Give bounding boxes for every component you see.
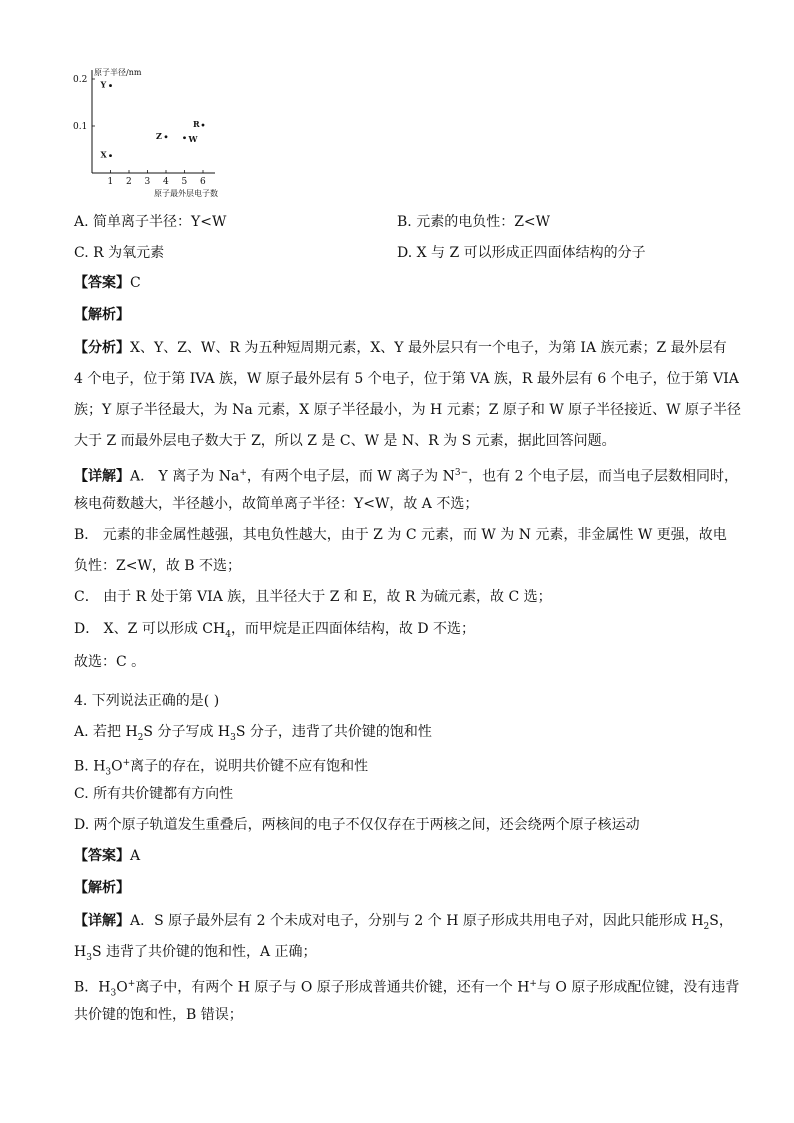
y-tick-label: 0.1 — [73, 122, 88, 132]
data-point-z — [165, 135, 168, 138]
q4-option-d: D. 两个原子轨道发生重叠后，两核间的电子不仅仅存在于两核之间，还会绕两个原子核运动 — [74, 817, 640, 833]
subscript: 2 — [137, 732, 144, 743]
point-label-x: X — [100, 149, 107, 160]
subscript: 2 — [703, 921, 710, 932]
y-tick-label: 0.2 — [73, 75, 88, 85]
subscript: 4 — [225, 629, 231, 640]
q3-conclusion: 故选：C 。 — [74, 654, 146, 670]
answer-value: C — [130, 275, 141, 291]
q3-analysis-line-3: 族；Y 原子半径最大，为 Na 元素，X 原子半径最小，为 H 元素；Z 原子和 W 原子半径接近、W 原子半径 — [74, 402, 742, 418]
text: S 违背了共价键的饱和性，A 正确； — [91, 944, 317, 960]
q4-answer — [74, 846, 140, 866]
data-point-x — [109, 154, 112, 157]
q4-option-a — [74, 722, 432, 748]
q3-option-c: C. R 为氧元素 — [74, 245, 165, 261]
text: A．S 原子最外层有 2 个未成对电子，分别与 2 个 H 原子形成共用电子对，因此只能形成 H — [130, 913, 704, 929]
q3-detail-c: C． 由于 R 处于第 VIA 族，且半径大于 Z 和 E，故 R 为硫元素，故 C 选； — [74, 589, 552, 605]
q4-detail-3 — [74, 974, 739, 1003]
superscript: + — [239, 468, 247, 478]
subscript: 3 — [110, 988, 117, 999]
q3-analysis-label: 【解析】 — [74, 307, 130, 323]
text: O — [111, 758, 123, 775]
detail-label: 【详解】 — [74, 913, 130, 929]
q4-stem: 4. 下列说法正确的是( ) — [74, 693, 220, 709]
q3-option-a: A. 简单离子半径：Y<W — [74, 214, 227, 230]
text: A. 若把 H — [74, 724, 138, 740]
text: A． Y 离子为 Na — [130, 468, 240, 485]
q4-analysis-label: 【解析】 — [74, 880, 130, 896]
text: S 分子写成 H — [143, 724, 231, 740]
text: 与 O 原子形成配位键，没有违背 — [536, 979, 740, 996]
q3-analysis-line-1 — [74, 338, 727, 358]
q3-option-b: B. 元素的电负性：Z<W — [397, 214, 551, 230]
text: H — [74, 944, 87, 960]
point-label-z: Z — [156, 130, 162, 141]
q3-option-d: D. X 与 Z 可以形成正四面体结构的分子 — [397, 245, 646, 261]
point-label-w: W — [188, 133, 198, 144]
analysis-text: X、Y、Z、W、R 为五种短周期元素，X、Y 最外层只有一个电子，为第 IA 族元素；Z 最外层有 — [130, 340, 727, 356]
answer-value: A — [130, 848, 141, 864]
superscript: + — [529, 979, 537, 989]
q3-analysis-line-2: 4 个电子，位于第 IVA 族，W 原子最外层有 5 个电子，位于第 VA 族，R 最外层有 6 个电子，位于第 VIA — [74, 371, 739, 387]
x-tick-label: 1 — [107, 177, 114, 187]
text: 离子的存在，说明共价键不应有饱和性 — [130, 758, 369, 775]
q4-option-c: C. 所有共价键都有方向性 — [74, 786, 234, 802]
atomic-radius-chart — [70, 62, 270, 202]
data-point-w — [183, 136, 186, 139]
text: S， — [709, 913, 733, 929]
x-tick-label: 2 — [126, 177, 132, 187]
superscript: 3− — [454, 468, 469, 478]
q3-analysis-line-4: 大于 Z 而最外层电子数大于 Z，所以 Z 是 C、W 是 N、R 为 S 元素，据此回答问题。 — [74, 433, 616, 449]
answer-label: 【答案】 — [74, 275, 130, 291]
detail-label: 【详解】 — [74, 468, 130, 485]
q3-detail-a-2: 核电荷数越大，半径越小，故简单离子半径：Y<W，故 A 不选； — [74, 496, 479, 512]
data-point-r — [202, 124, 205, 127]
q3-detail-b-1: B． 元素的非金属性越强，其电负性越大，由于 Z 为 C 元素，而 W 为 N 元素，非金属性 W 更强，故电 — [74, 527, 727, 543]
q3-answer — [74, 273, 141, 293]
fenxi-label: 【分析】 — [74, 340, 130, 356]
x-axis-label: 原子最外层电子数 — [154, 189, 218, 198]
answer-label: 【答案】 — [74, 848, 130, 864]
point-label-r: R — [193, 119, 200, 130]
y-axis-label: 原子半径/nm — [94, 68, 142, 77]
subscript: 3 — [230, 732, 236, 743]
text: S 分子，违背了共价键的饱和性 — [235, 724, 432, 740]
text: 离子中，有两个 H 原子与 O 原子形成普通共价键，还有一个 H — [135, 979, 530, 996]
x-tick-label: 6 — [200, 177, 206, 187]
text: B．H — [74, 979, 111, 996]
text: ，有两个电子层，而 W 离子为 N — [246, 468, 455, 485]
q3-detail-b-2: 负性：Z<W，故 B 不选； — [74, 558, 242, 574]
superscript: + — [122, 758, 131, 768]
point-label-y: Y — [100, 79, 107, 90]
x-tick-label: 4 — [163, 177, 169, 187]
text: ，而甲烷是正四面体结构，故 D 不选； — [230, 621, 476, 637]
subscript: 3 — [86, 952, 92, 963]
superscript: + — [127, 979, 136, 989]
x-tick-label: 3 — [144, 177, 151, 187]
q3-detail-a-1 — [74, 463, 738, 487]
text: O — [116, 979, 128, 996]
subscript: 3 — [105, 767, 112, 778]
q4-detail-2 — [74, 942, 317, 968]
q3-detail-d — [74, 619, 475, 645]
q4-option-b — [74, 753, 368, 782]
text: D． X、Z 可以形成 CH — [74, 621, 226, 637]
x-tick-label: 5 — [181, 177, 188, 187]
data-point-y — [109, 84, 112, 87]
text: B. H — [74, 758, 106, 775]
q4-detail-4: 共价键的饱和性，B 错误； — [74, 1007, 243, 1023]
q4-detail-1 — [74, 911, 733, 937]
text: ，也有 2 个电子层，而当电子层数相同时， — [468, 468, 738, 485]
